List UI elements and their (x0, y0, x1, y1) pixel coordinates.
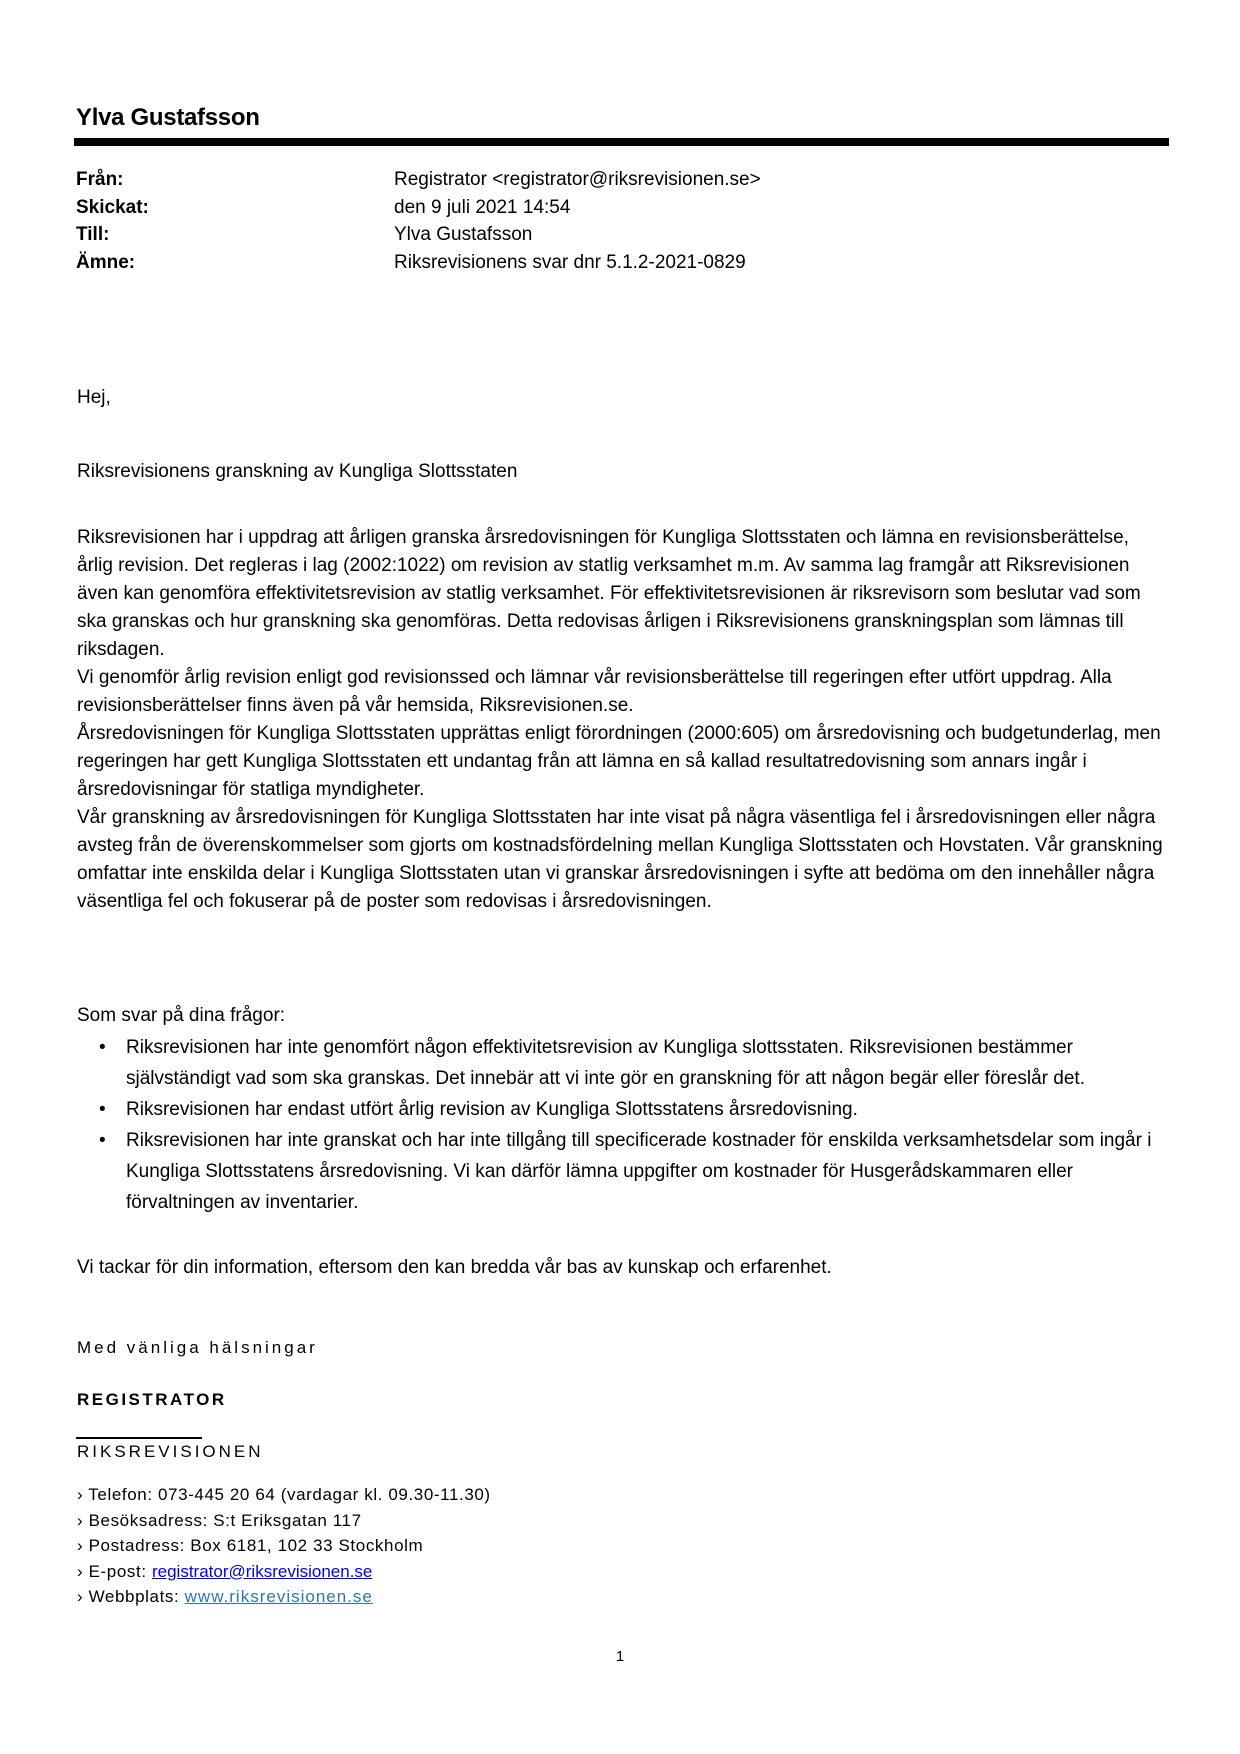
answer-text: Riksrevisionen har endast utfört årlig revision av Kungliga Slottsstatens årsredovisning. (126, 1099, 858, 1120)
header-row-sent (76, 194, 1076, 222)
email-label: E-post: (88, 1561, 147, 1581)
postal-address-label: Postadress: (88, 1536, 185, 1555)
answer-text: Riksrevisionen har inte granskat och har inte tillgång till specificerade kostnader för enskilda verksamhetsdelar som ingår i Kungliga Slottsstatens årsredovisning. Vi kan därför lämna uppgifter om kostnader för Husgerådskammaren eller förvaltningen av inventarier. (126, 1130, 1152, 1213)
answer-item (77, 1094, 1167, 1125)
postal-address-value: Box 6181, 102 33 Stockholm (190, 1536, 424, 1555)
chevron-right-icon: › (77, 1536, 84, 1555)
contact-visit-address (77, 1508, 491, 1534)
phone-value: 073-445 20 64 (vardagar kl. 09.30-11.30) (157, 1485, 491, 1504)
contact-website (77, 1584, 491, 1610)
header-label-sent: Skickat: (76, 196, 149, 218)
bullet-icon: • (99, 1130, 106, 1151)
answer-item (77, 1125, 1167, 1218)
chevron-right-icon: › (77, 1561, 84, 1581)
email-link[interactable]: registrator@riksrevisionen.se (151, 1561, 373, 1581)
header-row-to (76, 221, 1076, 249)
page-number: 1 (615, 1648, 625, 1665)
header-row-subject (76, 249, 1076, 277)
document-title: Ylva Gustafsson (76, 104, 260, 131)
body-subject-line: Riksrevisionens granskning av Kungliga Slottsstaten (77, 461, 518, 482)
visit-address-value: S:t Eriksgatan 117 (213, 1510, 362, 1530)
signature-title: REGISTRATOR (77, 1390, 227, 1409)
bullet-icon: • (99, 1099, 106, 1120)
header-value-from: Registrator <registrator@riksrevisionen.se> (394, 169, 761, 190)
phone-label: Telefon: (88, 1485, 153, 1504)
header-value-sent: den 9 juli 2021 14:54 (394, 196, 571, 218)
header-value-to: Ylva Gustafsson (394, 224, 533, 245)
website-label: Webbplats: (88, 1587, 180, 1606)
email-header (76, 166, 1076, 276)
header-value-subject: Riksrevisionens svar dnr 5.1.2-2021-0829 (394, 251, 746, 273)
signature-divider (76, 1437, 202, 1439)
chevron-right-icon: › (77, 1510, 84, 1530)
header-label-to: Till: (76, 224, 110, 245)
paragraph: Årsredovisningen för Kungliga Slottsstaten upprättas enligt förordningen (2000:605) om årsredovisning och budgetunderlag, men regeringen har gett Kungliga Slottsstaten ett undantag från att lämna en så kallad resultatredovisning som annars ingår i årsredovisningar för statliga myndigheter. (77, 723, 1161, 800)
chevron-right-icon: › (77, 1587, 84, 1606)
header-row-from (76, 166, 1076, 194)
answers-list (77, 1032, 1167, 1218)
bullet-icon: • (99, 1037, 106, 1058)
contact-phone (77, 1482, 491, 1508)
greeting: Hej, (77, 387, 111, 408)
answer-text: Riksrevisionen har inte genomfört någon effektivitetsrevision av Kungliga slottsstaten. Riksrevisionen bestämmer självständigt vad som ska granskas. Det innebär att vi inte gör en granskning för att någon begär eller föreslår det. (126, 1037, 1085, 1089)
answers-intro: Som svar på dina frågor: (77, 1005, 286, 1026)
paragraph: Vi genomför årlig revision enligt god revisionssed och lämnar vår revisionsberättelse till regeringen efter utfört uppdrag. Alla revisionsberättelser finns även på vår hemsida, Riksrevisionen.se. (77, 667, 1112, 716)
closing-line: Med vänliga hälsningar (77, 1338, 318, 1357)
website-link[interactable]: www.riksrevisionen.se (184, 1587, 373, 1606)
answer-item (77, 1032, 1167, 1094)
contact-postal-address (77, 1533, 491, 1559)
paragraph: Vår granskning av årsredovisningen för Kungliga Slottsstaten har inte visat på några väsentliga fel i årsredovisningen eller några avsteg från de överenskommelser som gjorts om kostnadsfördelning mellan Kungliga Slottsstaten och Hovstaten. Vår granskning omfattar inte enskilda delar i Kungliga Slottsstaten utan vi granskar årsredovisningen i syfte att bedöma om den innehåller några väsentliga fel och fokuserar på de poster som redovisas i årsredovisningen. (77, 807, 1163, 912)
paragraph: Riksrevisionen har i uppdrag att årligen granska årsredovisningen för Kungliga Slottsstaten och lämna en revisionsberättelse, årlig revision. Det regleras i lag (2002:1022) om revision av statlig verksamhet m.m. Av samma lag framgår att Riksrevisionen även kan genomföra effektivitetsrevision av statlig verksamhet. För effektivitetsrevisionen är riksrevisorn som beslutar vad som ska granskas och hur granskning ska genomföras. Detta redovisas årligen i Riksrevisionens granskningsplan som lämnas till riksdagen. (77, 527, 1141, 660)
thanks-line: Vi tackar för din information, eftersom den kan bredda vår bas av kunskap och erfarenhet. (77, 1257, 832, 1278)
header-label-subject: Ämne: (76, 251, 136, 273)
header-label-from: Från: (76, 169, 124, 190)
contact-email (77, 1559, 491, 1585)
signature-organization: RIKSREVISIONEN (77, 1442, 264, 1461)
chevron-right-icon: › (77, 1485, 84, 1504)
title-divider (74, 138, 1169, 146)
body-paragraphs (77, 524, 1167, 916)
contact-block (77, 1482, 491, 1610)
visit-address-label: Besöksadress: (88, 1510, 208, 1530)
